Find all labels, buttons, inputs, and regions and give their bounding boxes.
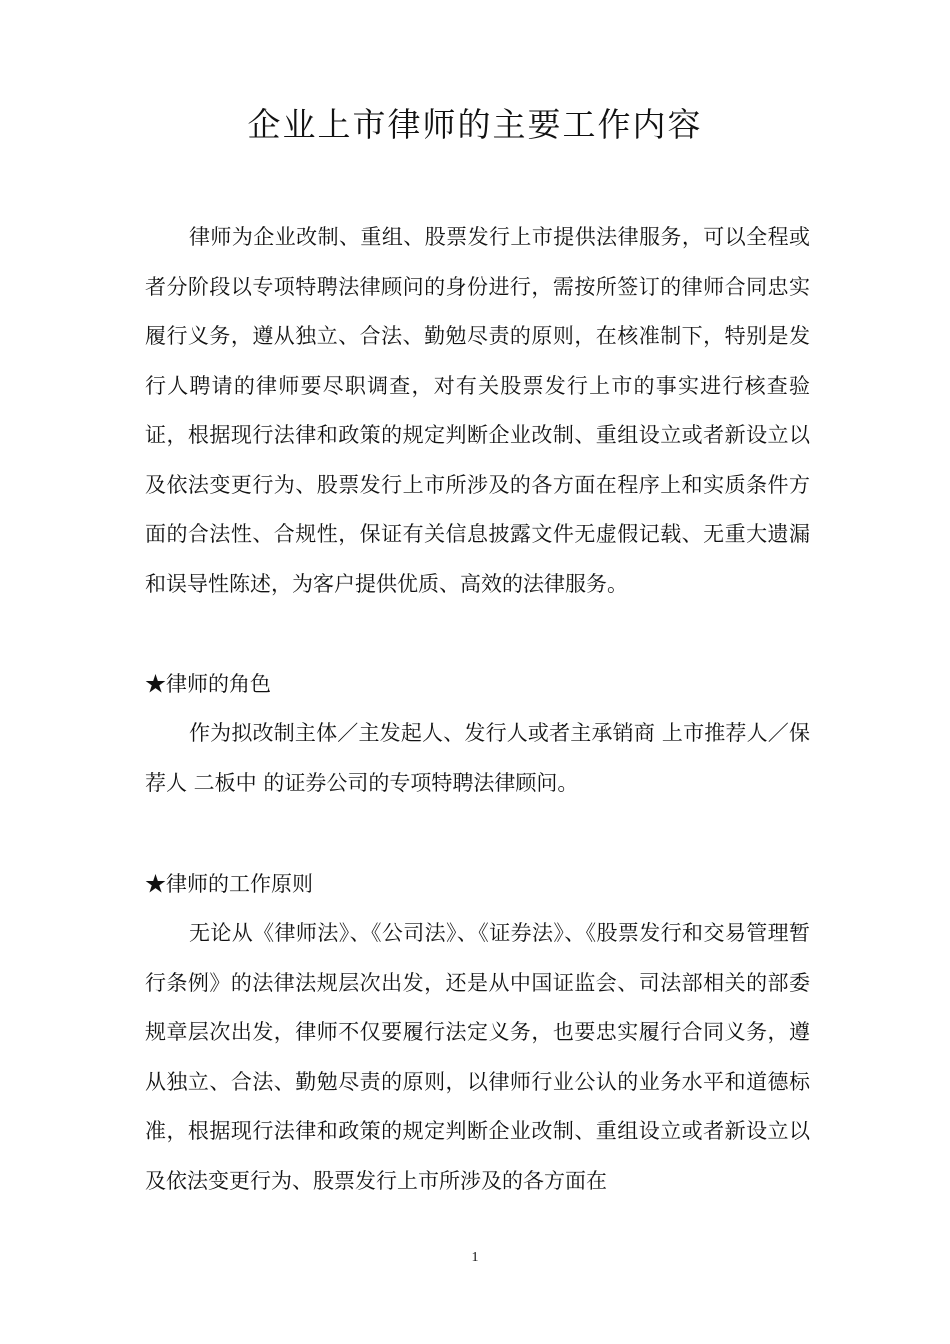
intro-paragraph: 律师为企业改制、重组、股票发行上市提供法律服务，可以全程或者分阶段以专项特聘法律顾问的身份进行，需按所签订的律师合同忠实履行义务，遵从独立、合法、勤勉尽责的原则，在核准制下，特别是发行人聘请的律师要尽职调查，对有关股票发行上市的事实进行核查验证，根据现行法律和政策的规定判断企业改制、重组设立或者新设立以及依法变更行为、股票发行上市所涉及的各方面在程序上和实质条件方面的合法性、合规性，保证有关信息披露文件无虚假记载、无重大遗漏和误导性陈述，为客户提供优质、高效的法律服务。 (145, 225, 810, 596)
section-heading-principles: ★律师的工作原则 (145, 872, 313, 896)
section-body-principles: 无论从《律师法》、《公司法》、《证券法》、《股票发行和交易管理暂行条例》的法律法规层次出发，还是从中国证监会、司法部相关的部委规章层次出发，律师不仅要履行法定义务，也要忠实履行合同义务，遵从独立、合法、勤勉尽责的原则，以律师行业公认的业务水平和道德标准，根据现行法律和政策的规定判断企业改制、重组设立或者新设立以及依法变更行为、股票发行上市所涉及的各方面在 (145, 921, 810, 1193)
section-heading-role: ★律师的角色 (145, 672, 271, 696)
document-title: 企业上市律师的主要工作内容 (247, 105, 703, 144)
page-number: 1 (471, 1250, 479, 1265)
section-body-role: 作为拟改制主体／主发起人、发行人或者主承销商 上市推荐人／保荐人 二板中 的证券公司的专项特聘法律顾问。 (145, 721, 810, 795)
